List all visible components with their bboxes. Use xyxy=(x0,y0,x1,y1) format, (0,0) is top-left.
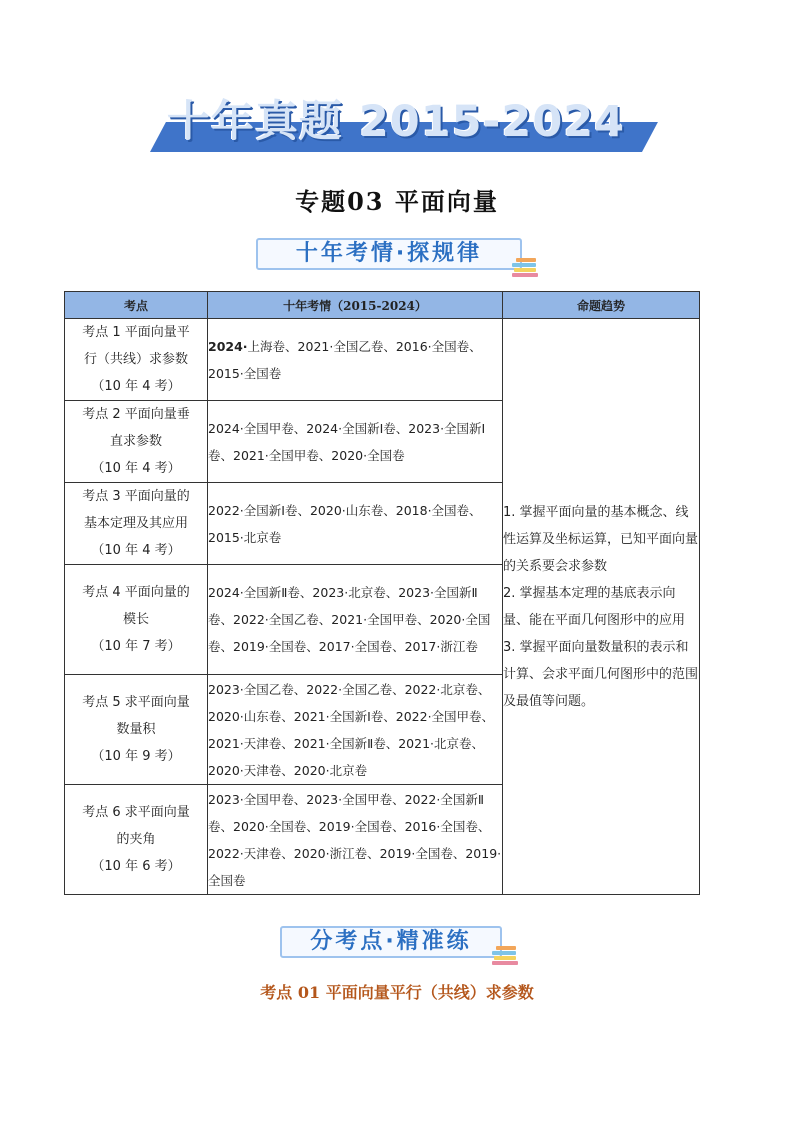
kaodian-cell xyxy=(65,401,208,483)
years-cell xyxy=(208,785,503,895)
kaodian-cell xyxy=(65,675,208,785)
kaodian-line: 考点 3 平面向量的 xyxy=(82,489,190,504)
books-icon xyxy=(492,946,518,966)
kaodian-count: （10 年 4 考） xyxy=(91,543,181,558)
years-cell xyxy=(208,483,503,565)
topic-title: 专题03 平面向量 xyxy=(295,187,499,216)
section-header-practice-label: 分考点·精准练 xyxy=(310,929,472,954)
kaodian-cell xyxy=(65,785,208,895)
kaodian-line: 的夹角 xyxy=(116,832,156,847)
years-text: 2023·全国乙卷、2022·全国乙卷、2022·北京卷、2020·山东卷、2021·全国新Ⅰ卷、2022·全国甲卷、2021·天津卷、2021·全国新Ⅱ卷、2021·北京卷、2020·天津卷、2020·北京卷 xyxy=(208,681,495,778)
kaodian-line: 行（共线）求参数 xyxy=(83,352,188,367)
books-icon xyxy=(512,258,538,278)
trend-cell xyxy=(503,319,700,895)
kaodian-cell xyxy=(65,483,208,565)
kaodian-count: （10 年 9 考） xyxy=(91,749,181,764)
kaodian-line: 考点 2 平面向量垂 xyxy=(82,407,190,422)
kaodian-count: （10 年 4 考） xyxy=(91,379,181,394)
years-text: 2022·全国新Ⅰ卷、2020·山东卷、2018·全国卷、2015·北京卷 xyxy=(208,502,482,545)
banner-title: 十年真题 2015-2024 xyxy=(166,97,626,147)
kaodian-count: （10 年 6 考） xyxy=(91,859,181,874)
kaodian-01-heading: 考点 01 平面向量平行（共线）求参数 xyxy=(260,983,534,1002)
years-lead: 2024· xyxy=(208,338,248,354)
section-header-practice xyxy=(280,926,502,958)
years-cell xyxy=(208,319,503,401)
kaodian-line: 直求参数 xyxy=(109,434,162,449)
kaodian-line: 数量积 xyxy=(116,722,156,737)
kaodian-count: （10 年 7 考） xyxy=(91,639,181,654)
years-text: 2024·全国新Ⅱ卷、2023·北京卷、2023·全国新Ⅱ卷、2022·全国乙卷、2021·全国甲卷、2020·全国卷、2019·全国卷、2017·全国卷、2017·浙江卷 xyxy=(208,585,491,654)
kaodian-line: 考点 1 平面向量平 xyxy=(82,325,190,340)
years-cell xyxy=(208,675,503,785)
header-kaodian: 考点 xyxy=(65,292,208,319)
trend-item: 2. 掌握基本定理的基底表示向量、能在平面几何图形中的应用 xyxy=(503,585,686,628)
years-text: 上海卷、2021·全国乙卷、2016·全国卷、2015·全国卷 xyxy=(208,338,482,381)
trend-item: 1. 掌握平面向量的基本概念、线性运算及坐标运算，已知平面向量的关系要会求参数 xyxy=(503,504,699,574)
kaodian-cell xyxy=(65,565,208,675)
kaodian-line: 考点 4 平面向量的 xyxy=(82,585,190,600)
table-row xyxy=(65,319,700,401)
section-header-trends-label: 十年考情·探规律 xyxy=(295,241,483,266)
kaodian-line: 基本定理及其应用 xyxy=(83,516,188,531)
header-trend: 命题趋势 xyxy=(503,292,700,319)
kaodian-count: （10 年 4 考） xyxy=(91,461,181,476)
kaodian-line: 模长 xyxy=(122,612,149,627)
kaodian-cell xyxy=(65,319,208,401)
kaodian-line: 考点 5 求平面向量 xyxy=(82,695,190,710)
years-cell xyxy=(208,565,503,675)
kaodian-line: 考点 6 求平面向量 xyxy=(82,805,190,820)
section-header-trends xyxy=(256,238,522,270)
exam-table xyxy=(64,291,700,895)
header-years: 十年考情（2015-2024） xyxy=(208,292,503,319)
years-cell xyxy=(208,401,503,483)
trend-item: 3. 掌握平面向量数量积的表示和计算、会求平面几何图形中的范围及最值等问题。 xyxy=(503,639,699,709)
years-text: 2024·全国甲卷、2024·全国新Ⅰ卷、2023·全国新Ⅰ卷、2021·全国甲卷、2020·全国卷 xyxy=(208,420,486,463)
table-header-row xyxy=(65,292,700,319)
years-text: 2023·全国甲卷、2023·全国甲卷、2022·全国新Ⅱ卷、2020·全国卷、2019·全国卷、2016·全国卷、2022·天津卷、2020·浙江卷、2019·全国卷、2019·全国卷 xyxy=(208,791,502,888)
banner xyxy=(150,88,642,154)
